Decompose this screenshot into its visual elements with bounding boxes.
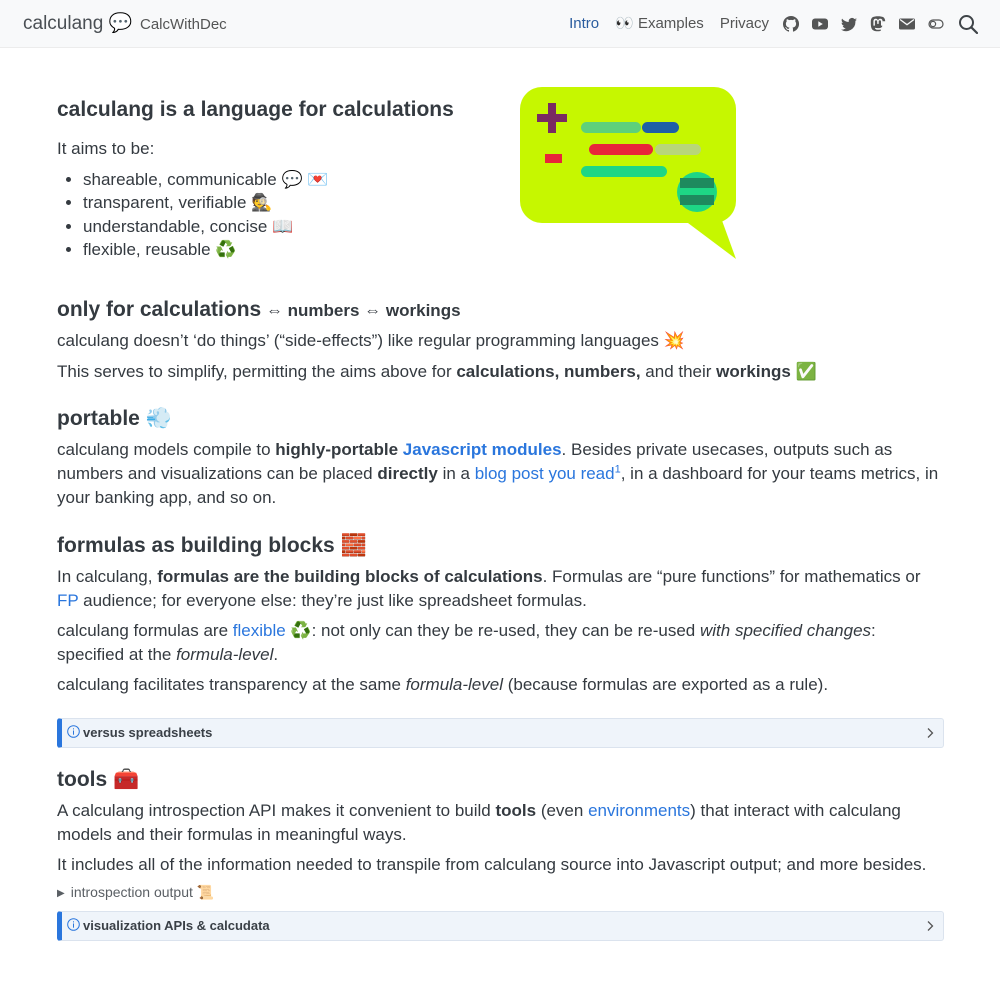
introspection-output-toggle[interactable] — [57, 882, 944, 902]
mastodon-icon[interactable] — [870, 16, 886, 32]
flexible-link[interactable]: flexible — [232, 621, 286, 641]
bold-text: workings — [716, 361, 791, 381]
aim-item: • flexible, reusable ♻️ — [83, 238, 497, 262]
formulas-heading: formulas as building blocks 🧱 — [57, 533, 367, 557]
only-calculations-p2 — [57, 360, 944, 385]
text-run: calculang facilitates transparency at the same — [57, 675, 406, 695]
speech-bubble-icon: 💬 — [108, 13, 133, 34]
tools-p1 — [57, 799, 944, 847]
bold-text: directly — [377, 463, 438, 483]
twitter-icon[interactable] — [841, 16, 857, 32]
text-run: calculang formulas are — [57, 621, 233, 641]
only-calculations-heading — [57, 296, 944, 323]
italic-text: formula-level — [176, 645, 274, 665]
site-brand[interactable] — [23, 10, 132, 38]
aims-list — [57, 168, 497, 262]
versus-spreadsheets-callout[interactable] — [57, 718, 944, 748]
italic-text: with specified changes — [699, 621, 872, 641]
github-icon[interactable] — [783, 16, 799, 32]
tools-heading: tools 🧰 — [57, 767, 140, 791]
details-summary[interactable]: introspection output 📜 — [70, 883, 215, 900]
email-icon[interactable] — [899, 16, 915, 32]
formulas-p1 — [57, 565, 944, 613]
main-content — [57, 85, 944, 941]
italic-text: formula-level — [405, 675, 503, 695]
search-icon[interactable] — [958, 14, 978, 34]
formulas-p3 — [57, 673, 944, 698]
nav-link-examples[interactable]: 👀 Examples — [615, 14, 704, 32]
text-run: , in a dashboard for your teams metrics, in your banking app, and so on. — [57, 463, 939, 507]
callout-title: visualization APIs & calcudata — [83, 917, 270, 933]
text-run: : specified at the — [57, 621, 876, 665]
nav-link-privacy[interactable]: Privacy — [719, 14, 769, 32]
only-calculations-section — [57, 296, 944, 385]
text-run: In calculang, — [57, 567, 158, 587]
navbar — [0, 0, 1000, 48]
aim-item: • understandable, concise 📖 — [83, 215, 497, 239]
portable-heading: portable 💨 — [57, 406, 172, 430]
text-run: . — [273, 645, 279, 665]
bold-text: tools — [495, 801, 537, 821]
check-emoji: ✅ — [790, 361, 817, 381]
fp-link[interactable]: FP — [57, 591, 79, 611]
text-run: ) that interact with calculang models and their formulas in meaningful ways. — [57, 801, 901, 845]
youtube-icon[interactable] — [812, 16, 828, 32]
aim-item: • shareable, communicable 💬 💌 — [83, 168, 497, 192]
environments-link[interactable]: environments — [588, 801, 691, 821]
only-calculations-heading-main: only for calculations — [57, 297, 262, 321]
tools-p2: It includes all of the information needed to transpile from calculang source into Javascript output; and more besides. — [57, 855, 927, 875]
bold-text: highly-portable — [275, 439, 403, 459]
text-run: calculang models compile to — [57, 439, 276, 459]
text-run: in a — [437, 463, 475, 483]
text-run: (even — [536, 801, 589, 821]
intro-heading: calculang is a language for calculations — [57, 98, 454, 121]
blog-post-link[interactable]: blog post you read — [474, 463, 615, 483]
portable-paragraph — [57, 438, 944, 510]
aim-item: • transparent, verifiable 🕵️ — [83, 191, 497, 215]
chevron-right-icon[interactable] — [925, 727, 935, 739]
calculang-logo — [520, 87, 738, 259]
text-run: (because formulas are exported as a rule). — [503, 675, 829, 695]
formulas-section — [57, 532, 944, 748]
toggle-icon[interactable] — [928, 16, 944, 32]
intro-section — [57, 96, 497, 262]
text-run: audience; for everyone else: they’re just like spreadsheet formulas. — [78, 591, 587, 611]
only-calculations-p1: calculang doesn’t ‘do things’ (“side-effects”) like regular programming languages 💥 — [57, 331, 685, 351]
aims-lead: It aims to be: — [57, 139, 155, 159]
portable-section — [57, 405, 944, 510]
info-icon — [67, 918, 80, 931]
brand-name[interactable]: calculang — [23, 13, 104, 34]
callout-title: versus spreadsheets — [83, 724, 213, 740]
text-run: and their — [640, 361, 717, 381]
nav-right — [553, 0, 978, 47]
footnote-ref[interactable]: 1 — [614, 463, 621, 476]
text-run: A calculang introspection API makes it convenient to build — [57, 801, 496, 821]
text-run: . Formulas are “pure functions” for mathematics or — [542, 567, 921, 587]
chevron-right-icon[interactable] — [925, 920, 935, 932]
text-run: ♻️: not only can they be re-used, they can be re-used — [285, 621, 700, 641]
visualization-apis-callout[interactable] — [57, 911, 944, 941]
text-run: This serves to simplify, permitting the aims above for — [57, 361, 457, 381]
bold-text: formulas are the building blocks of calculations — [157, 567, 543, 587]
only-calculations-heading-rest: ⇔ numbers ⇔ workings — [261, 300, 461, 320]
text-run: . Besides private usecases, outputs such as numbers and visualizations can be placed — [57, 439, 893, 483]
site-subtitle-link[interactable]: CalcWithDec — [140, 16, 227, 33]
nav-link-intro[interactable]: Intro — [569, 14, 600, 32]
info-icon — [67, 725, 80, 738]
bold-text: calculations, numbers, — [456, 361, 641, 381]
tools-section — [57, 766, 944, 941]
disclosure-triangle-icon[interactable]: ▶ — [57, 887, 65, 899]
formulas-p2 — [57, 619, 944, 667]
javascript-modules-link[interactable]: Javascript modules — [402, 439, 562, 459]
